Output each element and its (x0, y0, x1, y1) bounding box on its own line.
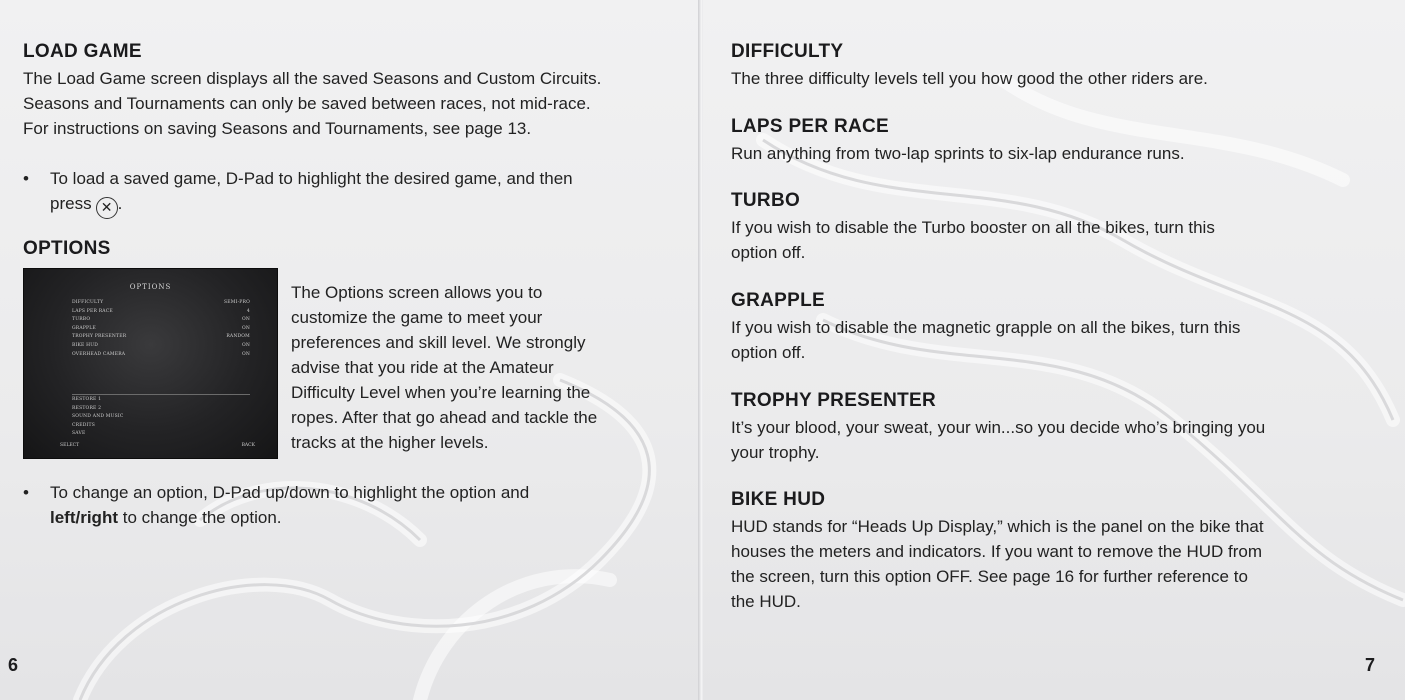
difficulty-paragraph (731, 66, 1208, 91)
bullet-line (50, 191, 573, 219)
bullet-line (50, 505, 529, 530)
bike-hud-line: the screen, turn this option OFF. See page 16 for further reference to (731, 567, 1248, 586)
screen-extra-row: SOUND AND MUSIC (72, 414, 124, 420)
options-line: preferences and skill level. We strongly (291, 333, 586, 352)
bullet-line: To change an option, D-Pad up/down to highlight the option and (50, 483, 530, 502)
page-number-right: 7 (1365, 655, 1376, 675)
screen-footer-left: SELECT (60, 443, 80, 448)
screen-footer-right: BACK (241, 443, 255, 448)
screen-extra-row: CREDITS (72, 422, 95, 428)
bike-hud-line: HUD stands for “Heads Up Display,” which is the panel on the bike that (731, 517, 1264, 536)
options-bullet (23, 480, 529, 530)
options-line: advise that you ride at the Amateur (291, 358, 554, 377)
screen-option-value: ON (241, 342, 250, 348)
load-game-line: For instructions on saving Seasons and Tournaments, see page 13. (23, 119, 532, 138)
screen-option-value: RANDOM (226, 334, 250, 340)
turbo-line: option off. (731, 243, 806, 262)
right-page (703, 0, 1405, 700)
options-line: Difficulty Level when you’re learning the (291, 383, 591, 402)
screen-title: OPTIONS (129, 283, 172, 291)
laps-per-race-paragraph (731, 141, 1185, 166)
load-game-line: The Load Game screen displays all the saved Seasons and Custom Circuits. (23, 69, 602, 88)
load-game-heading: LOAD GAME (23, 41, 142, 62)
screen-option-row (72, 333, 250, 342)
bullet-marker: • (23, 169, 29, 188)
grapple-line: option off. (731, 343, 806, 362)
turbo-heading: TURBO (731, 190, 801, 211)
screen-option-label: GRAPPLE (72, 325, 96, 331)
options-screen-image (23, 268, 278, 459)
screen-option-row (72, 316, 250, 325)
screen-option-value: SEMI-PRO (224, 300, 250, 305)
screen-option-row (72, 351, 250, 360)
screen-extra-list (72, 396, 192, 439)
screen-option-label: LAPS PER RACE (72, 308, 113, 314)
trophy-presenter-line: It’s your blood, your sweat, your win...so you decide who’s bringing you (731, 418, 1266, 437)
options-line: The Options screen allows you to (291, 283, 543, 302)
bullet-text: press (50, 194, 92, 213)
page-number-left: 6 (8, 655, 19, 675)
difficulty-heading: DIFFICULTY (731, 41, 844, 62)
bullet-bold-text: left/right (50, 508, 118, 527)
grapple-heading: GRAPPLE (731, 290, 825, 311)
bike-hud-line: houses the meters and indicators. If you want to remove the HUD from (731, 542, 1263, 561)
load-game-paragraph (23, 66, 601, 141)
bullet-marker: • (23, 483, 29, 502)
cross-button-icon: ✕ (96, 197, 118, 219)
left-page (0, 0, 700, 700)
screen-option-value: ON (241, 317, 250, 323)
options-line: tracks at the higher levels. (291, 433, 489, 452)
turbo-paragraph (731, 215, 1215, 265)
screen-extra-row: RESTORE 1 (72, 397, 102, 402)
laps-per-race-heading: LAPS PER RACE (731, 116, 890, 137)
trophy-presenter-line: your trophy. (731, 443, 820, 462)
screen-extra-row: RESTORE 2 (72, 405, 102, 411)
screen-extra-row: SAVE (72, 431, 86, 437)
load-game-line: Seasons and Tournaments can only be saved between races, not mid-race. (23, 94, 591, 113)
options-line: customize the game to meet your (291, 308, 543, 327)
screen-option-list (72, 299, 250, 359)
screen-option-label: OVERHEAD CAMERA (72, 351, 126, 357)
screen-option-label: BIKE HUD (72, 342, 99, 348)
bike-hud-heading: BIKE HUD (731, 489, 826, 510)
laps-per-race-line: Run anything from two-lap sprints to six-lap endurance runs. (731, 144, 1185, 163)
screen-divider (72, 394, 250, 395)
grapple-line: If you wish to disable the magnetic grapple on all the bikes, turn this (731, 318, 1241, 337)
bullet-text: to change the option. (118, 508, 282, 527)
bullet-text: . (117, 194, 123, 213)
screen-option-row (72, 308, 250, 317)
screen-option-label: TROPHY PRESENTER (72, 334, 127, 340)
screen-option-row (72, 342, 250, 351)
bike-hud-line: the HUD. (731, 592, 801, 611)
screen-option-row (72, 299, 250, 308)
load-game-bullet (23, 166, 573, 219)
difficulty-line: The three difficulty levels tell you how good the other riders are. (731, 69, 1208, 88)
screen-option-value: 4 (246, 308, 250, 314)
screen-option-label: DIFFICULTY (72, 300, 104, 305)
options-heading: OPTIONS (23, 238, 111, 259)
grapple-paragraph (731, 315, 1240, 365)
screen-option-label: TURBO (72, 317, 91, 323)
turbo-line: If you wish to disable the Turbo booster on all the bikes, turn this (731, 218, 1215, 237)
options-paragraph (291, 280, 597, 455)
screen-option-value: ON (241, 325, 250, 331)
trophy-presenter-heading: TROPHY PRESENTER (731, 390, 937, 411)
screen-option-value: ON (241, 351, 250, 357)
options-line: ropes. After that go ahead and tackle the (291, 408, 598, 427)
screen-footer (60, 443, 255, 448)
bullet-line: To load a saved game, D-Pad to highlight the desired game, and then (50, 169, 573, 188)
screen-option-row (72, 325, 250, 334)
trophy-presenter-paragraph (731, 415, 1265, 465)
bike-hud-paragraph (731, 514, 1264, 614)
